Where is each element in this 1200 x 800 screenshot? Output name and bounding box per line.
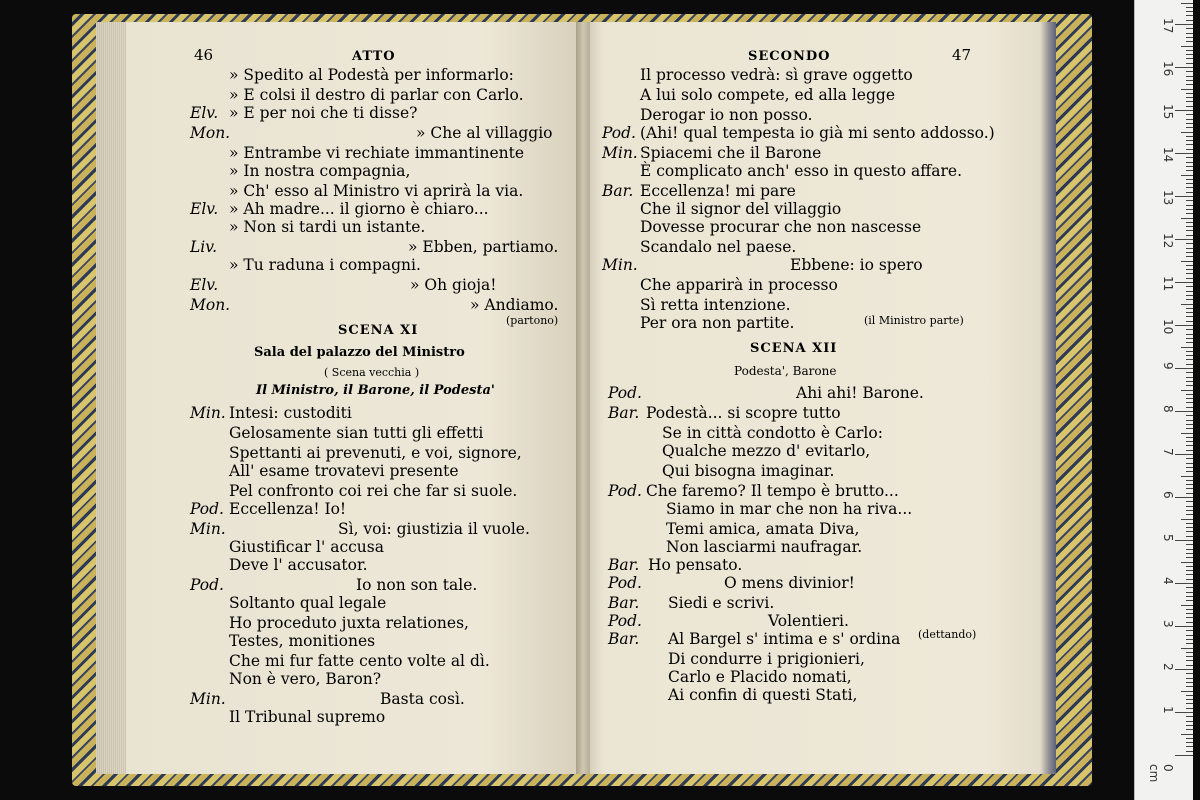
ruler-tick	[1186, 256, 1193, 257]
ruler-tick	[1181, 132, 1193, 133]
ruler-tick	[1175, 239, 1193, 240]
ruler-tick	[1186, 510, 1193, 511]
verse-line: Che il signor del villaggio	[640, 200, 842, 218]
verse-line: Ai confin di questi Stati,	[668, 686, 858, 704]
speaker-label: Elv.	[190, 276, 219, 294]
ruler-tick	[1181, 3, 1193, 4]
verse-line: Gelosamente sian tutti gli effetti	[229, 424, 484, 442]
ruler-tick	[1181, 605, 1193, 606]
ruler-tick	[1186, 471, 1193, 472]
ruler-tick	[1186, 114, 1193, 115]
speaker-label: Pod.	[608, 612, 642, 630]
scene-title-xii: SCENA XII	[750, 341, 838, 356]
speaker-label: Pod.	[608, 574, 642, 592]
verse-line: Se in città condotto è Carlo:	[662, 424, 883, 442]
ruler-tick	[1186, 355, 1193, 356]
ruler-tick	[1186, 226, 1193, 227]
ruler-number: 16	[1161, 61, 1175, 77]
ruler-tick	[1186, 617, 1193, 618]
speaker-label: Elv.	[190, 104, 219, 122]
ruler-tick	[1186, 63, 1193, 64]
verse-line: A lui solo compete, ed alla legge	[640, 86, 896, 104]
ruler-tick	[1186, 273, 1193, 274]
ruler-tick	[1186, 656, 1193, 657]
scene-characters-xi: Il Ministro, il Barone, il Podesta'	[256, 383, 495, 398]
speaker-label: Min.	[190, 404, 226, 422]
verse-line: O mens divinior!	[724, 574, 855, 592]
ruler-tick	[1186, 359, 1193, 360]
ruler-tick	[1181, 519, 1193, 520]
ruler-tick	[1186, 609, 1193, 610]
verse-line: Siedi e scrivi.	[668, 594, 775, 612]
verse-line: Qualche mezzo d' evitarlo,	[662, 442, 871, 460]
ruler-number: 1	[1161, 706, 1175, 714]
verse-line: Qui bisogna imaginar.	[662, 462, 835, 480]
ruler-tick	[1186, 76, 1193, 77]
verse-line: Siamo in mar che non ha riva...	[666, 500, 913, 518]
ruler-tick	[1186, 463, 1193, 464]
speaker-label: Bar.	[608, 404, 640, 422]
right-running-head: SECONDO	[748, 49, 831, 64]
ruler-tick	[1186, 488, 1193, 489]
ruler-tick	[1175, 626, 1193, 627]
verse-line: » Entrambe vi rechiate immantinente	[229, 144, 525, 162]
ruler-tick	[1186, 725, 1193, 726]
ruler-tick	[1186, 493, 1193, 494]
ruler-number: 13	[1161, 190, 1175, 206]
ruler-tick	[1186, 450, 1193, 451]
ruler-tick	[1186, 97, 1193, 98]
ruler-tick	[1186, 106, 1193, 107]
verse-line: Podestà... si scopre tutto	[646, 404, 841, 422]
ruler-tick	[1186, 596, 1193, 597]
ruler-tick	[1186, 407, 1193, 408]
ruler-tick	[1186, 587, 1193, 588]
verse-line: Giustificar l' accusa	[229, 538, 384, 556]
ruler-tick	[1186, 119, 1193, 120]
stage-direction-ministro: (il Ministro parte)	[864, 314, 964, 327]
verse-line: (Ahi! qual tempesta io già mi sento addosso.)	[640, 124, 995, 142]
verse-line: Che mi fur fatte cento volte al dì.	[229, 652, 490, 670]
verse-line: » Andiamo.	[470, 296, 559, 314]
ruler-tick	[1175, 669, 1193, 670]
speaker-label: Min.	[602, 256, 638, 274]
verse-line: Ahi ahi! Barone.	[796, 384, 924, 402]
ruler-tick	[1186, 144, 1193, 145]
verse-line: Deve l' accusator.	[229, 556, 368, 574]
speaker-label: Mon.	[190, 296, 231, 314]
speaker-label: Bar.	[602, 182, 634, 200]
ruler-tick	[1186, 15, 1193, 16]
ruler-tick	[1186, 187, 1193, 188]
ruler-number: 9	[1161, 362, 1175, 370]
right-cover-edge	[1040, 22, 1056, 774]
verse-line: » Spedito al Podestà per informarlo:	[229, 66, 514, 84]
ruler-tick	[1186, 574, 1193, 575]
scene-note-xi: ( Scena vecchia )	[324, 366, 420, 379]
ruler-tick	[1186, 286, 1193, 287]
verse-line: Di condurre i prigionieri,	[668, 650, 865, 668]
ruler-tick	[1186, 445, 1193, 446]
speaker-label: Min.	[190, 520, 226, 538]
verse-line: Eccellenza! mi pare	[640, 182, 796, 200]
ruler-tick	[1186, 166, 1193, 167]
verse-line: Ho proceduto juxta relationes,	[229, 614, 469, 632]
ruler-tick	[1186, 200, 1193, 201]
ruler-tick	[1186, 338, 1193, 339]
ruler-tick	[1186, 566, 1193, 567]
ruler-tick	[1186, 549, 1193, 550]
ruler-tick	[1175, 712, 1193, 713]
ruler-tick	[1186, 84, 1193, 85]
ruler-tick	[1186, 424, 1193, 425]
ruler-tick	[1186, 579, 1193, 580]
verse-line: Il processo vedrà: sì grave oggetto	[640, 66, 913, 84]
ruler-tick	[1181, 648, 1193, 649]
ruler-tick	[1186, 170, 1193, 171]
verse-line: » E per noi che ti disse?	[229, 104, 418, 122]
ruler-tick	[1186, 613, 1193, 614]
ruler-tick	[1186, 28, 1193, 29]
ruler-tick	[1186, 20, 1193, 21]
ruler-tick	[1186, 179, 1193, 180]
speaker-label: Mon.	[190, 124, 231, 142]
verse-line: Al Bargel s' intima e s' ordina	[668, 630, 901, 648]
ruler-tick	[1186, 295, 1193, 296]
verse-line: Spiacemi che il Barone	[640, 144, 822, 162]
verse-line: Non è vero, Baron?	[229, 670, 382, 688]
ruler-tick	[1186, 742, 1193, 743]
verse-line: Che faremo? Il tempo è brutto...	[646, 482, 899, 500]
ruler-tick	[1181, 691, 1193, 692]
ruler-tick	[1186, 278, 1193, 279]
ruler-tick	[1181, 46, 1193, 47]
verse-line: Carlo e Placido nomati,	[668, 668, 852, 686]
speaker-label: Min.	[190, 690, 226, 708]
speaker-label: Pod.	[190, 576, 224, 594]
ruler-tick	[1186, 316, 1193, 317]
ruler-tick	[1186, 484, 1193, 485]
verse-line: » Ebben, partiamo.	[408, 238, 559, 256]
ruler-tick	[1181, 734, 1193, 735]
verse-line: È complicato anch' esso in questo affare.	[640, 162, 963, 180]
ruler-number: 15	[1161, 104, 1175, 120]
ruler-number: 7	[1161, 448, 1175, 456]
ruler-tick	[1186, 622, 1193, 623]
ruler-tick	[1186, 531, 1193, 532]
speaker-label: Pod.	[608, 482, 642, 500]
ruler-tick	[1186, 729, 1193, 730]
ruler-number: 4	[1161, 577, 1175, 585]
ruler-tick	[1186, 544, 1193, 545]
ruler-tick	[1186, 205, 1193, 206]
ruler-tick	[1181, 433, 1193, 434]
ruler-tick	[1186, 751, 1193, 752]
ruler-number: 12	[1161, 233, 1175, 249]
ruler-tick	[1186, 536, 1193, 537]
speaker-label: Pod.	[608, 384, 642, 402]
ruler-tick	[1186, 123, 1193, 124]
ruler-tick	[1186, 11, 1193, 12]
ruler-tick	[1181, 476, 1193, 477]
verse-line: Dovesse procurar che non nascesse	[640, 218, 922, 236]
ruler-number: 8	[1161, 405, 1175, 413]
verse-line: » Non si tardi un istante.	[229, 218, 426, 236]
ruler-tick	[1186, 41, 1193, 42]
ruler-tick	[1175, 282, 1193, 283]
ruler-tick	[1175, 325, 1193, 326]
ruler-tick	[1186, 269, 1193, 270]
ruler-tick	[1186, 136, 1193, 137]
ruler-tick	[1186, 570, 1193, 571]
ruler-tick	[1186, 678, 1193, 679]
ruler-tick	[1186, 600, 1193, 601]
left-running-head: ATTO	[352, 49, 396, 64]
ruler-tick	[1186, 673, 1193, 674]
ruler-number: 2	[1161, 663, 1175, 671]
ruler-tick	[1186, 660, 1193, 661]
book-gutter	[576, 22, 590, 774]
ruler-number: 5	[1161, 534, 1175, 542]
ruler-tick	[1186, 682, 1193, 683]
ruler-tick	[1186, 54, 1193, 55]
ruler-tick	[1181, 175, 1193, 176]
ruler-tick	[1186, 708, 1193, 709]
verse-line: Che apparirà in processo	[640, 276, 838, 294]
ruler-tick	[1186, 80, 1193, 81]
speaker-label: Bar.	[608, 630, 640, 648]
ruler-tick	[1186, 738, 1193, 739]
ruler-tick	[1186, 467, 1193, 468]
verse-line: Ebbene: io spero	[790, 256, 923, 274]
ruler-tick	[1186, 686, 1193, 687]
ruler-tick	[1186, 639, 1193, 640]
speaker-label: Bar.	[608, 556, 640, 574]
ruler-tick	[1186, 93, 1193, 94]
ruler-tick	[1186, 721, 1193, 722]
ruler-number: 6	[1161, 491, 1175, 499]
ruler-tick	[1186, 553, 1193, 554]
ruler-tick	[1186, 351, 1193, 352]
ruler-tick	[1186, 334, 1193, 335]
measuring-ruler	[1134, 0, 1193, 800]
ruler-tick	[1186, 213, 1193, 214]
scene-setting-xi: Sala del palazzo del Ministro	[254, 345, 465, 360]
ruler-tick	[1186, 33, 1193, 34]
ruler-tick	[1181, 89, 1193, 90]
ruler-tick	[1186, 514, 1193, 515]
speaker-label: Pod.	[602, 124, 636, 142]
right-page-number: 47	[952, 46, 972, 64]
ruler-tick	[1186, 746, 1193, 747]
ruler-tick	[1175, 755, 1193, 756]
ruler-tick	[1186, 398, 1193, 399]
verse-line: All' esame trovatevi presente	[229, 462, 459, 480]
ruler-tick	[1175, 411, 1193, 412]
ruler-tick	[1186, 643, 1193, 644]
ruler-number: 10	[1161, 319, 1175, 335]
verse-line: Per ora non partite.	[640, 314, 795, 332]
ruler-tick	[1175, 110, 1193, 111]
ruler-tick	[1186, 592, 1193, 593]
ruler-tick	[1186, 243, 1193, 244]
verse-line: » Ch' esso al Ministro vi aprirà la via.	[229, 182, 524, 200]
ruler-tick	[1186, 428, 1193, 429]
ruler-number: 14	[1161, 147, 1175, 163]
ruler-tick	[1186, 381, 1193, 382]
verse-line: Eccellenza! Io!	[229, 500, 347, 518]
ruler-tick	[1186, 652, 1193, 653]
ruler-tick	[1186, 71, 1193, 72]
ruler-tick	[1186, 364, 1193, 365]
speaker-label: Min.	[602, 144, 638, 162]
ruler-tick	[1175, 24, 1193, 25]
ruler-tick	[1186, 127, 1193, 128]
ruler-tick	[1186, 37, 1193, 38]
ruler-tick	[1186, 523, 1193, 524]
verse-line: Scandalo nel paese.	[640, 238, 797, 256]
ruler-tick	[1181, 304, 1193, 305]
stage-direction-partono: (partono)	[506, 314, 559, 327]
ruler-tick	[1186, 402, 1193, 403]
ruler-tick	[1186, 183, 1193, 184]
ruler-tick	[1175, 196, 1193, 197]
ruler-number: 3	[1161, 620, 1175, 628]
ruler-tick	[1186, 321, 1193, 322]
ruler-tick	[1186, 209, 1193, 210]
ruler-tick	[1175, 540, 1193, 541]
verse-line: Non lasciarmi naufragar.	[666, 538, 863, 556]
verse-line: Ho pensato.	[648, 556, 743, 574]
ruler-tick	[1186, 665, 1193, 666]
verse-line: Pel confronto coi rei che far si suole.	[229, 482, 518, 500]
ruler-tick	[1186, 506, 1193, 507]
ruler-tick	[1186, 329, 1193, 330]
verse-line: » E colsi il destro di parlar con Carlo.	[229, 86, 524, 104]
ruler-tick	[1186, 415, 1193, 416]
ruler-tick	[1186, 58, 1193, 59]
ruler-tick	[1186, 149, 1193, 150]
ruler-tick	[1186, 385, 1193, 386]
ruler-tick	[1186, 458, 1193, 459]
ruler-tick	[1175, 368, 1193, 369]
ruler-tick	[1186, 230, 1193, 231]
ruler-tick	[1186, 265, 1193, 266]
speaker-label: Liv.	[190, 238, 218, 256]
verse-line: Basta così.	[380, 690, 465, 708]
ruler-tick	[1181, 218, 1193, 219]
ruler-tick	[1186, 635, 1193, 636]
scene-characters-xii: Podesta', Barone	[734, 364, 837, 378]
ruler-tick	[1175, 583, 1193, 584]
page-edges	[96, 22, 126, 774]
verse-line: Derogar io non posso.	[640, 106, 813, 124]
ruler-tick	[1175, 497, 1193, 498]
ruler-tick	[1186, 101, 1193, 102]
ruler-tick	[1186, 308, 1193, 309]
ruler-tick	[1186, 162, 1193, 163]
ruler-tick	[1186, 140, 1193, 141]
verse-line: Io non son tale.	[356, 576, 478, 594]
ruler-tick	[1186, 527, 1193, 528]
ruler-tick	[1186, 377, 1193, 378]
ruler-tick	[1186, 312, 1193, 313]
ruler-tick	[1181, 562, 1193, 563]
ruler-number: 11	[1161, 276, 1175, 292]
ruler-tick	[1186, 157, 1193, 158]
ruler-tick	[1181, 261, 1193, 262]
verse-line: » Ah madre... il giorno è chiaro...	[229, 200, 489, 218]
verse-line: Spettanti ai prevenuti, e voi, signore,	[229, 444, 522, 462]
ruler-tick	[1186, 630, 1193, 631]
verse-line: Soltanto qual legale	[229, 594, 387, 612]
ruler-tick	[1186, 235, 1193, 236]
ruler-tick	[1186, 299, 1193, 300]
ruler-tick	[1186, 480, 1193, 481]
ruler-tick	[1186, 222, 1193, 223]
verse-line: Sì retta intenzione.	[640, 296, 791, 314]
verse-line: Volentieri.	[768, 612, 849, 630]
verse-line: » Che al villaggio	[416, 124, 553, 142]
verse-line: » In nostra compagnia,	[229, 162, 411, 180]
verse-line: Testes, monitiones	[229, 632, 376, 650]
ruler-tick	[1186, 703, 1193, 704]
speaker-label: Bar.	[608, 594, 640, 612]
ruler-tick	[1186, 699, 1193, 700]
ruler-tick	[1186, 441, 1193, 442]
verse-line: » Tu raduna i compagni.	[229, 256, 421, 274]
ruler-tick	[1186, 7, 1193, 8]
ruler-tick	[1175, 153, 1193, 154]
verse-line: Sì, voi: giustizia il vuole.	[338, 520, 530, 538]
verse-line: Il Tribunal supremo	[229, 708, 386, 726]
ruler-tick	[1186, 342, 1193, 343]
verse-line: Temi amica, amata Diva,	[666, 520, 860, 538]
ruler-tick	[1186, 291, 1193, 292]
ruler-tick	[1186, 716, 1193, 717]
ruler-tick	[1186, 192, 1193, 193]
verse-line: Intesi: custoditi	[229, 404, 352, 422]
ruler-tick	[1186, 420, 1193, 421]
ruler-number: 17	[1161, 18, 1175, 34]
verse-line: » Oh gioja!	[410, 276, 497, 294]
left-page-number: 46	[194, 46, 214, 64]
ruler-tick	[1186, 695, 1193, 696]
ruler-tick	[1186, 557, 1193, 558]
ruler-tick	[1186, 394, 1193, 395]
ruler-tick	[1186, 437, 1193, 438]
ruler-tick	[1181, 390, 1193, 391]
ruler-tick	[1175, 67, 1193, 68]
stage-direction-dettando: (dettando)	[918, 628, 977, 641]
speaker-label: Elv.	[190, 200, 219, 218]
ruler-tick	[1175, 454, 1193, 455]
speaker-label: Pod.	[190, 500, 224, 518]
ruler-tick	[1186, 372, 1193, 373]
ruler-tick	[1186, 252, 1193, 253]
ruler-zero-label: 0 cm	[1147, 764, 1175, 783]
ruler-tick	[1186, 248, 1193, 249]
scene-title-xi: SCENA XI	[338, 323, 419, 338]
ruler-tick	[1181, 347, 1193, 348]
ruler-tick	[1186, 50, 1193, 51]
ruler-tick	[1186, 501, 1193, 502]
